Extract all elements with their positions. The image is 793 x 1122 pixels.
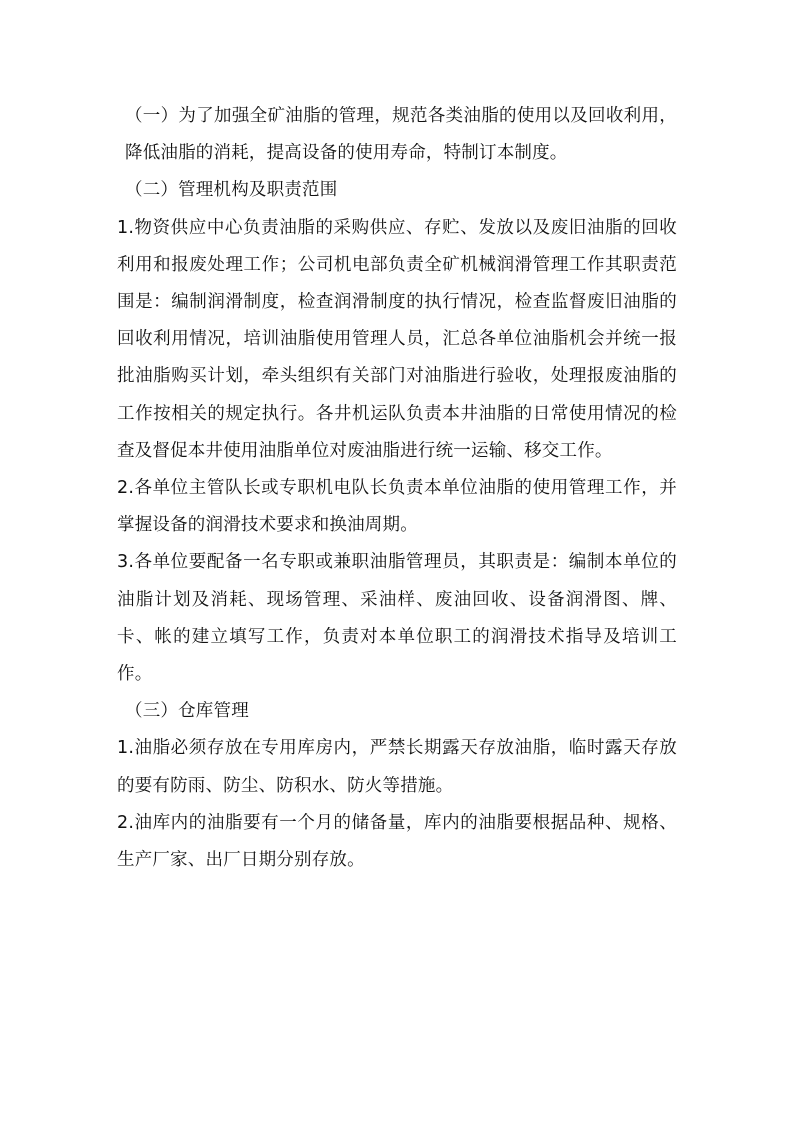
paragraph-responsibility-1: 1.物资供应中心负责油脂的采购供应、存贮、发放以及废旧油脂的回收利用和报废处理工作；公司机电部负责全矿机械润滑管理工作其职责范围是：编制润滑制度，检查润滑制度的执行情况，检查监督废旧油脂的回收利用情况，培训油脂使用管理人员，汇总各单位油脂机会并统一报批油脂购买计划，牵头组织有关部门对油脂进行验收，处理报废油脂的工作按相关的规定执行。各井机运队负责本井油脂的日常使用情况的检查及督促本井使用油脂单位对废油脂进行统一运输、移交工作。 (117, 217, 677, 461)
section-heading-management: （二）管理机构及职责范围 (125, 180, 338, 201)
paragraph-responsibility-2: 2.各单位主管队长或专职机电队长负责本单位油脂的使用管理工作，并掌握设备的润滑技术要求和换油周期。 (117, 478, 677, 536)
paragraph-warehouse-1: 1.油脂必须存放在专用库房内，严禁长期露天存放油脂，临时露天存放的要有防雨、防尘、防积水、防火等措施。 (117, 738, 677, 796)
document-body (117, 98, 677, 879)
paragraph-responsibility-3: 3.各单位要配备一名专职或兼职油脂管理员，其职责是：编制本单位的油脂计划及消耗、现场管理、采油样、废油回收、设备润滑图、牌、卡、帐的建立填写工作，负责对本单位职工的润滑技术指导及培训工作。 (117, 552, 677, 685)
paragraph-warehouse-2: 2.油库内的油脂要有一个月的储备量，库内的油脂要根据品种、规格、生产厂家、出厂日期分别存放。 (117, 812, 677, 871)
section-heading-warehouse: （三）仓库管理 (125, 701, 249, 722)
paragraph-purpose: （一）为了加强全矿油脂的管理，规范各类油脂的使用以及回收利用，降低油脂的消耗，提高设备的使用寿命，特制订本制度。 (125, 106, 677, 164)
